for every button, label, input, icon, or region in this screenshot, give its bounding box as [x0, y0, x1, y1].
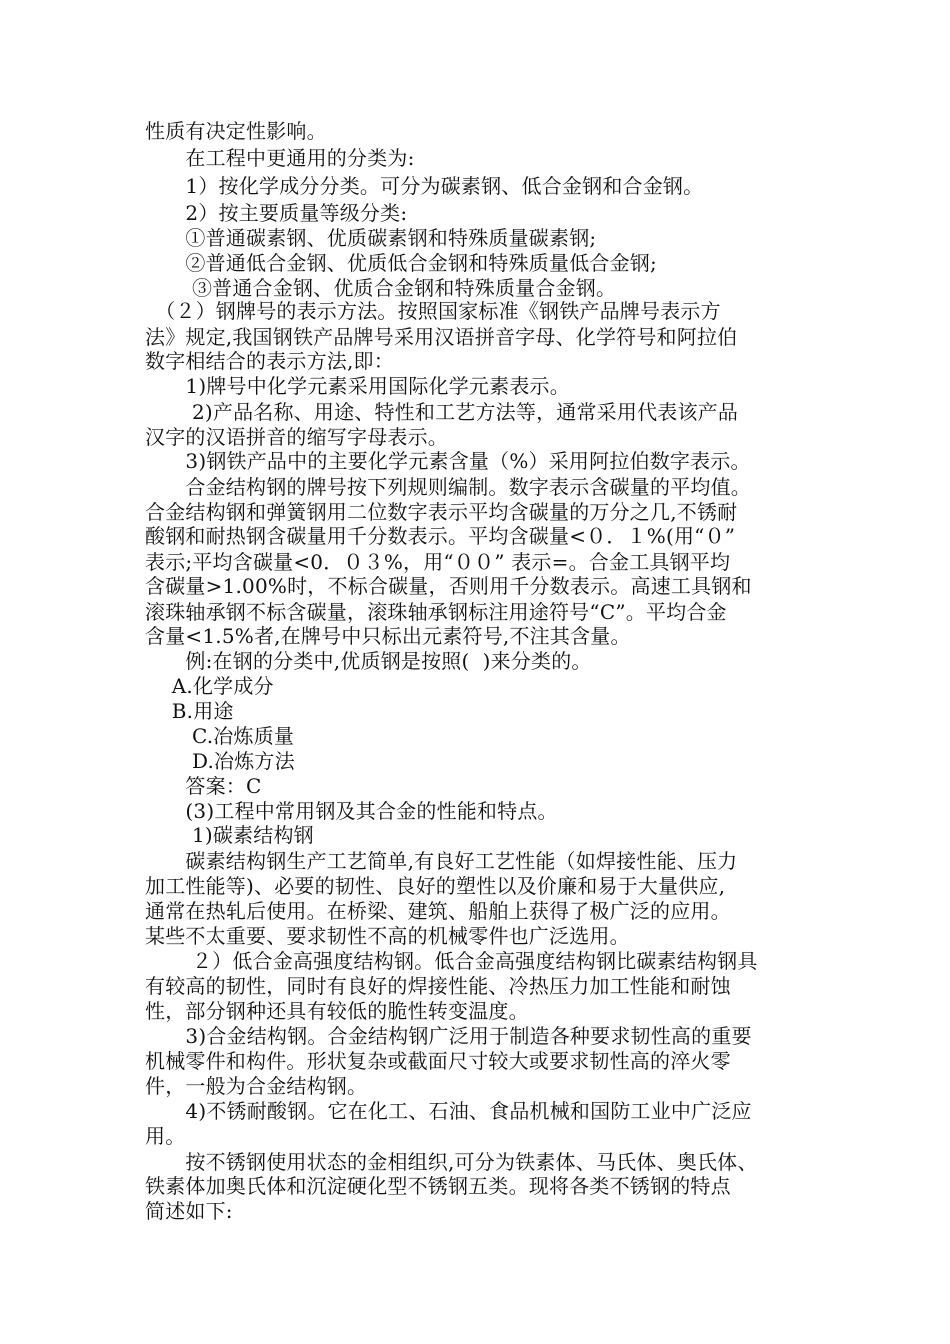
text-line: 合金结构钢和弹簧钢用二位数字表示平均含碳量的万分之几,不锈耐 [145, 500, 738, 524]
text-line: 简述如下: [145, 1199, 233, 1223]
text-line: 某些不太重要、要求韧性不高的机械零件也广泛选用。 [145, 924, 630, 948]
text-line: 件，一般为合金结构钢。 [145, 1074, 368, 1098]
text-line: 在工程中更通用的分类为: [145, 146, 415, 170]
text-line: （２）钢牌号的表示方法。按照国家标准《钢铁产品牌号表示方 [145, 299, 721, 323]
text-line: 加工性能等)、必要的韧性、良好的塑性以及价廉和易于大量供应, [145, 874, 726, 898]
text-line: 3)合金结构钢。合金结构钢广泛用于制造各种要求韧性高的重要 [145, 1024, 752, 1048]
text-line: 合金结构钢的牌号按下列规则编制。数字表示含碳量的平均值。 [145, 475, 751, 499]
text-line: ①普通碳素钢、优质碳素钢和特殊质量碳素钢; [145, 226, 597, 250]
text-line: 答案：C [145, 774, 262, 798]
text-line: 含量<1.5%者,在牌号中只标出元素符号,不注其含量。 [145, 624, 631, 648]
text-line: 有较高的韧性，同时有良好的焊接性能、冷热压力加工性能和耐蚀 [145, 974, 731, 998]
text-line: C.冶炼质量 [145, 724, 295, 748]
text-line: ③普通合金钢、优质合金钢和特殊质量合金钢。 [145, 276, 617, 300]
text-line: 1）按化学成分分类。可分为碳素钢、低合金钢和合金钢。 [145, 174, 704, 198]
text-line: 1)碳素结构钢 [145, 823, 314, 847]
text-line: 数字相结合的表示方法,即： [145, 349, 394, 373]
text-line: 2)产品名称、用途、特性和工艺方法等，通常采用代表该产品 [145, 400, 739, 424]
text-line: D.冶炼方法 [145, 749, 295, 773]
text-line: 滚珠轴承钢不标含碳量，滚珠轴承钢标注用途符号“C”。平均合金 [145, 600, 727, 624]
text-line: 汉字的汉语拼音的缩写字母表示。 [145, 425, 448, 449]
text-line: 通常在热轧后使用。在桥梁、建筑、船舶上获得了极广泛的应用。 [145, 899, 731, 923]
text-line: ②普通低合金钢、优质低合金钢和特殊质量低合金钢; [145, 251, 657, 275]
text-line: 1)牌号中化学元素采用国际化学元素表示。 [145, 374, 570, 398]
text-line: 法》规定,我国钢铁产品牌号采用汉语拼音字母、化学符号和阿拉伯 [145, 325, 738, 349]
text-line: 酸钢和耐热钢含碳量用千分数表示。平均含碳量<０．１%(用“０” [145, 524, 736, 548]
text-line: ２）低合金高强度结构钢。低合金高强度结构钢比碳素结构钢具 [145, 949, 758, 973]
text-line: 含碳量>1.00%时，不标合碳量，否则用千分数表示。高速工具钢和 [145, 574, 752, 598]
text-line: 按不锈钢使用状态的金相组织,可分为铁素体、马氏体、奥氏体、 [145, 1150, 758, 1174]
text-line: 用。 [145, 1124, 186, 1148]
text-line: 4)不锈耐酸钢。它在化工、石油、食品机械和国防工业中广泛应 [145, 1099, 752, 1123]
text-line: 碳素结构钢生产工艺简单,有良好工艺性能（如焊接性能、压力 [145, 849, 738, 873]
text-line: 性质有决定性影响。 [145, 119, 327, 143]
text-line: 表示;平均含碳量<0．０３%，用“００” 表示=。合金工具钢平均 [145, 550, 731, 574]
text-line: 2）按主要质量等级分类: [145, 201, 408, 225]
text-line: 性，部分钢种还具有较低的脆性转变温度。 [145, 999, 529, 1023]
text-line: B.用途 [145, 699, 234, 723]
text-line: 铁素体加奥氏体和沉淀硬化型不锈钢五类。现将各类不锈钢的特点 [145, 1174, 731, 1198]
text-line: 机械零件和构件。形状复杂或截面尺寸较大或要求韧性高的淬火零 [145, 1049, 731, 1073]
text-line: (3)工程中常用钢及其合金的性能和特点。 [145, 799, 558, 823]
text-line: 例:在钢的分类中,优质钢是按照( )来分类的。 [145, 649, 592, 673]
text-line: 3)钢铁产品中的主要化学元素含量（%）采用阿拉伯数字表示。 [145, 449, 751, 473]
text-line: A.化学成分 [145, 674, 274, 698]
